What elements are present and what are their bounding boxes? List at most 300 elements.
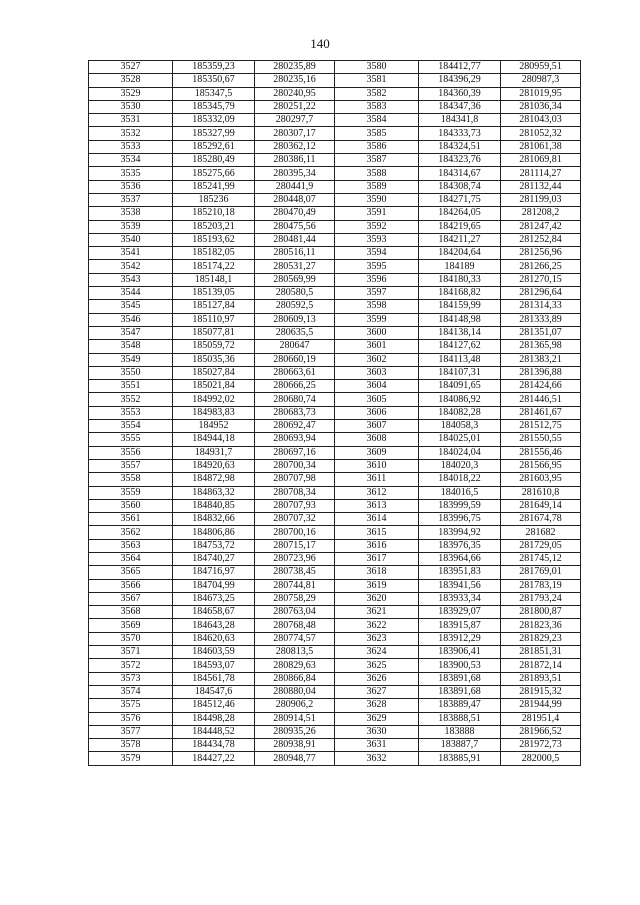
point-number-cell: 3547: [89, 326, 173, 339]
table-row: [89, 406, 581, 419]
y-coordinate-cell: 281270,15: [501, 273, 581, 286]
y-coordinate-cell: 281610,8: [501, 486, 581, 499]
x-coordinate-cell: 185241,99: [173, 180, 255, 193]
x-coordinate-cell: 185327,99: [173, 127, 255, 140]
table-row: [89, 606, 581, 619]
point-number-cell: 3604: [335, 380, 419, 393]
table-row: [89, 420, 581, 433]
table-row: [89, 380, 581, 393]
y-coordinate-cell: 280948,77: [255, 752, 335, 765]
x-coordinate-cell: 183964,66: [419, 552, 501, 565]
table-row: [89, 486, 581, 499]
y-coordinate-cell: 281566,95: [501, 459, 581, 472]
x-coordinate-cell: 184113,48: [419, 353, 501, 366]
y-coordinate-cell: 281396,88: [501, 366, 581, 379]
y-coordinate-cell: 280592,5: [255, 300, 335, 313]
x-coordinate-cell: 184018,22: [419, 473, 501, 486]
x-coordinate-cell: 184180,33: [419, 273, 501, 286]
page-number: 140: [310, 36, 330, 51]
x-coordinate-cell: 184620,63: [173, 632, 255, 645]
point-number-cell: 3583: [335, 100, 419, 113]
table-row: [89, 632, 581, 645]
y-coordinate-cell: 280481,44: [255, 233, 335, 246]
table-row: [89, 366, 581, 379]
x-coordinate-cell: 185275,66: [173, 167, 255, 180]
point-number-cell: 3621: [335, 606, 419, 619]
point-number-cell: 3616: [335, 539, 419, 552]
table-row: [89, 140, 581, 153]
table-row: [89, 552, 581, 565]
y-coordinate-cell: 281069,81: [501, 154, 581, 167]
y-coordinate-cell: 281512,75: [501, 420, 581, 433]
y-coordinate-cell: 280395,34: [255, 167, 335, 180]
x-coordinate-cell: 184219,65: [419, 220, 501, 233]
point-number-cell: 3528: [89, 74, 173, 87]
y-coordinate-cell: 281556,46: [501, 446, 581, 459]
point-number-cell: 3615: [335, 526, 419, 539]
table-row: [89, 220, 581, 233]
x-coordinate-cell: 185236: [173, 193, 255, 206]
x-coordinate-cell: 183900,53: [419, 659, 501, 672]
x-coordinate-cell: 184159,99: [419, 300, 501, 313]
point-number-cell: 3546: [89, 313, 173, 326]
x-coordinate-cell: 184323,76: [419, 154, 501, 167]
point-number-cell: 3592: [335, 220, 419, 233]
table-row: [89, 193, 581, 206]
point-number-cell: 3556: [89, 446, 173, 459]
table-row: [89, 233, 581, 246]
y-coordinate-cell: 281132,44: [501, 180, 581, 193]
y-coordinate-cell: 281351,07: [501, 326, 581, 339]
table-row: [89, 100, 581, 113]
x-coordinate-cell: 184512,46: [173, 699, 255, 712]
y-coordinate-cell: 280692,47: [255, 420, 335, 433]
y-coordinate-cell: 280240,95: [255, 87, 335, 100]
y-coordinate-cell: 281550,55: [501, 433, 581, 446]
x-coordinate-cell: 184658,67: [173, 606, 255, 619]
y-coordinate-cell: 280744,81: [255, 579, 335, 592]
point-number-cell: 3623: [335, 632, 419, 645]
x-coordinate-cell: 184872,98: [173, 473, 255, 486]
y-coordinate-cell: 281793,24: [501, 592, 581, 605]
point-number-cell: 3585: [335, 127, 419, 140]
x-coordinate-cell: 185027,84: [173, 366, 255, 379]
point-number-cell: 3560: [89, 499, 173, 512]
point-number-cell: 3612: [335, 486, 419, 499]
x-coordinate-cell: 184148,98: [419, 313, 501, 326]
y-coordinate-cell: 280700,16: [255, 526, 335, 539]
x-coordinate-cell: 183912,29: [419, 632, 501, 645]
point-number-cell: 3603: [335, 366, 419, 379]
y-coordinate-cell: 280580,5: [255, 287, 335, 300]
x-coordinate-cell: 185350,67: [173, 74, 255, 87]
coordinates-table: [88, 60, 581, 766]
table-row: [89, 114, 581, 127]
y-coordinate-cell: 281944,99: [501, 699, 581, 712]
table-row: [89, 619, 581, 632]
y-coordinate-cell: 280813,5: [255, 646, 335, 659]
point-number-cell: 3565: [89, 566, 173, 579]
x-coordinate-cell: 184992,02: [173, 393, 255, 406]
y-coordinate-cell: 281296,64: [501, 287, 581, 300]
point-number-cell: 3596: [335, 273, 419, 286]
y-coordinate-cell: 281851,31: [501, 646, 581, 659]
point-number-cell: 3534: [89, 154, 173, 167]
point-number-cell: 3545: [89, 300, 173, 313]
point-number-cell: 3569: [89, 619, 173, 632]
table-row: [89, 685, 581, 698]
x-coordinate-cell: 185021,84: [173, 380, 255, 393]
y-coordinate-cell: 281208,2: [501, 207, 581, 220]
table-row: [89, 513, 581, 526]
y-coordinate-cell: 281199,03: [501, 193, 581, 206]
y-coordinate-cell: 280470,49: [255, 207, 335, 220]
table-row: [89, 353, 581, 366]
y-coordinate-cell: 281823,36: [501, 619, 581, 632]
y-coordinate-cell: 280307,17: [255, 127, 335, 140]
table-row: [89, 87, 581, 100]
x-coordinate-cell: 185193,62: [173, 233, 255, 246]
x-coordinate-cell: 184271,75: [419, 193, 501, 206]
point-number-cell: 3593: [335, 233, 419, 246]
y-coordinate-cell: 281052,32: [501, 127, 581, 140]
point-number-cell: 3559: [89, 486, 173, 499]
point-number-cell: 3558: [89, 473, 173, 486]
point-number-cell: 3611: [335, 473, 419, 486]
x-coordinate-cell: 184434,78: [173, 739, 255, 752]
point-number-cell: 3608: [335, 433, 419, 446]
point-number-cell: 3543: [89, 273, 173, 286]
point-number-cell: 3574: [89, 685, 173, 698]
y-coordinate-cell: 280531,27: [255, 260, 335, 273]
y-coordinate-cell: 280235,16: [255, 74, 335, 87]
table-row: [89, 459, 581, 472]
x-coordinate-cell: 184058,3: [419, 420, 501, 433]
table-row: [89, 579, 581, 592]
y-coordinate-cell: 280569,99: [255, 273, 335, 286]
y-coordinate-cell: 281649,14: [501, 499, 581, 512]
y-coordinate-cell: 281333,89: [501, 313, 581, 326]
point-number-cell: 3614: [335, 513, 419, 526]
point-number-cell: 3629: [335, 712, 419, 725]
y-coordinate-cell: 280935,26: [255, 725, 335, 738]
x-coordinate-cell: 185359,23: [173, 61, 255, 74]
x-coordinate-cell: 184593,07: [173, 659, 255, 672]
table-row: [89, 712, 581, 725]
table-row: [89, 539, 581, 552]
x-coordinate-cell: 184547,6: [173, 685, 255, 698]
y-coordinate-cell: 281061,38: [501, 140, 581, 153]
x-coordinate-cell: 184308,74: [419, 180, 501, 193]
point-number-cell: 3538: [89, 207, 173, 220]
x-coordinate-cell: 185210,18: [173, 207, 255, 220]
y-coordinate-cell: 280516,11: [255, 247, 335, 260]
point-number-cell: 3595: [335, 260, 419, 273]
x-coordinate-cell: 183999,59: [419, 499, 501, 512]
x-coordinate-cell: 185182,05: [173, 247, 255, 260]
point-number-cell: 3591: [335, 207, 419, 220]
x-coordinate-cell: 184806,86: [173, 526, 255, 539]
table-row: [89, 499, 581, 512]
x-coordinate-cell: 184211,27: [419, 233, 501, 246]
y-coordinate-cell: 281036,34: [501, 100, 581, 113]
y-coordinate-cell: 280441,9: [255, 180, 335, 193]
x-coordinate-cell: 183888,51: [419, 712, 501, 725]
y-coordinate-cell: 280715,17: [255, 539, 335, 552]
x-coordinate-cell: 184920,63: [173, 459, 255, 472]
table-row: [89, 646, 581, 659]
x-coordinate-cell: 183915,87: [419, 619, 501, 632]
x-coordinate-cell: 185332,09: [173, 114, 255, 127]
x-coordinate-cell: 184643,28: [173, 619, 255, 632]
y-coordinate-cell: 282000,5: [501, 752, 581, 765]
table-row: [89, 672, 581, 685]
y-coordinate-cell: 281966,52: [501, 725, 581, 738]
point-number-cell: 3539: [89, 220, 173, 233]
y-coordinate-cell: 281266,25: [501, 260, 581, 273]
table-row: [89, 180, 581, 193]
point-number-cell: 3577: [89, 725, 173, 738]
x-coordinate-cell: 184412,77: [419, 61, 501, 74]
y-coordinate-cell: 280660,19: [255, 353, 335, 366]
point-number-cell: 3557: [89, 459, 173, 472]
x-coordinate-cell: 184314,67: [419, 167, 501, 180]
x-coordinate-cell: 184082,28: [419, 406, 501, 419]
y-coordinate-cell: 281019,95: [501, 87, 581, 100]
x-coordinate-cell: 183885,91: [419, 752, 501, 765]
x-coordinate-cell: 183906,41: [419, 646, 501, 659]
point-number-cell: 3548: [89, 340, 173, 353]
y-coordinate-cell: 280738,45: [255, 566, 335, 579]
point-number-cell: 3619: [335, 579, 419, 592]
point-number-cell: 3582: [335, 87, 419, 100]
point-number-cell: 3572: [89, 659, 173, 672]
point-number-cell: 3607: [335, 420, 419, 433]
x-coordinate-cell: 185035,36: [173, 353, 255, 366]
point-number-cell: 3580: [335, 61, 419, 74]
point-number-cell: 3630: [335, 725, 419, 738]
y-coordinate-cell: 281256,96: [501, 247, 581, 260]
point-number-cell: 3601: [335, 340, 419, 353]
x-coordinate-cell: 183891,68: [419, 672, 501, 685]
x-coordinate-cell: 184716,97: [173, 566, 255, 579]
table-row: [89, 433, 581, 446]
y-coordinate-cell: 281729,05: [501, 539, 581, 552]
point-number-cell: 3555: [89, 433, 173, 446]
table-row: [89, 340, 581, 353]
point-number-cell: 3624: [335, 646, 419, 659]
x-coordinate-cell: 183941,56: [419, 579, 501, 592]
x-coordinate-cell: 184952: [173, 420, 255, 433]
y-coordinate-cell: 280880,04: [255, 685, 335, 698]
point-number-cell: 3606: [335, 406, 419, 419]
y-coordinate-cell: 280693,94: [255, 433, 335, 446]
table-row: [89, 260, 581, 273]
point-number-cell: 3573: [89, 672, 173, 685]
x-coordinate-cell: 184138,14: [419, 326, 501, 339]
point-number-cell: 3588: [335, 167, 419, 180]
y-coordinate-cell: 280707,32: [255, 513, 335, 526]
point-number-cell: 3537: [89, 193, 173, 206]
y-coordinate-cell: 280475,56: [255, 220, 335, 233]
point-number-cell: 3564: [89, 552, 173, 565]
x-coordinate-cell: 184168,82: [419, 287, 501, 300]
table-row: [89, 659, 581, 672]
x-coordinate-cell: 184024,04: [419, 446, 501, 459]
point-number-cell: 3602: [335, 353, 419, 366]
y-coordinate-cell: 280448,07: [255, 193, 335, 206]
y-coordinate-cell: 280707,98: [255, 473, 335, 486]
point-number-cell: 3561: [89, 513, 173, 526]
y-coordinate-cell: 280683,73: [255, 406, 335, 419]
y-coordinate-cell: 280647: [255, 340, 335, 353]
point-number-cell: 3626: [335, 672, 419, 685]
x-coordinate-cell: 183951,83: [419, 566, 501, 579]
table-row: [89, 326, 581, 339]
y-coordinate-cell: 280251,22: [255, 100, 335, 113]
x-coordinate-cell: 184673,25: [173, 592, 255, 605]
y-coordinate-cell: 281893,51: [501, 672, 581, 685]
x-coordinate-cell: 184863,32: [173, 486, 255, 499]
y-coordinate-cell: 280635,5: [255, 326, 335, 339]
x-coordinate-cell: 184753,72: [173, 539, 255, 552]
x-coordinate-cell: 185174,22: [173, 260, 255, 273]
table-row: [89, 61, 581, 74]
y-coordinate-cell: 281829,23: [501, 632, 581, 645]
point-number-cell: 3631: [335, 739, 419, 752]
table-row: [89, 300, 581, 313]
point-number-cell: 3566: [89, 579, 173, 592]
y-coordinate-cell: 280906,2: [255, 699, 335, 712]
x-coordinate-cell: 183889,47: [419, 699, 501, 712]
y-coordinate-cell: 280914,51: [255, 712, 335, 725]
point-number-cell: 3613: [335, 499, 419, 512]
x-coordinate-cell: 184020,3: [419, 459, 501, 472]
point-number-cell: 3550: [89, 366, 173, 379]
point-number-cell: 3605: [335, 393, 419, 406]
y-coordinate-cell: 281043,03: [501, 114, 581, 127]
table-row: [89, 207, 581, 220]
y-coordinate-cell: 281951,4: [501, 712, 581, 725]
x-coordinate-cell: 184107,31: [419, 366, 501, 379]
point-number-cell: 3581: [335, 74, 419, 87]
point-number-cell: 3549: [89, 353, 173, 366]
point-number-cell: 3597: [335, 287, 419, 300]
point-number-cell: 3530: [89, 100, 173, 113]
y-coordinate-cell: 280700,34: [255, 459, 335, 472]
point-number-cell: 3618: [335, 566, 419, 579]
x-coordinate-cell: 185292,61: [173, 140, 255, 153]
point-number-cell: 3620: [335, 592, 419, 605]
y-coordinate-cell: 281365,98: [501, 340, 581, 353]
x-coordinate-cell: 183933,34: [419, 592, 501, 605]
x-coordinate-cell: 184427,22: [173, 752, 255, 765]
point-number-cell: 3599: [335, 313, 419, 326]
x-coordinate-cell: 183891,68: [419, 685, 501, 698]
y-coordinate-cell: 280763,04: [255, 606, 335, 619]
point-number-cell: 3589: [335, 180, 419, 193]
y-coordinate-cell: 280697,16: [255, 446, 335, 459]
x-coordinate-cell: 184204,64: [419, 247, 501, 260]
point-number-cell: 3529: [89, 87, 173, 100]
x-coordinate-cell: 184025,01: [419, 433, 501, 446]
point-number-cell: 3568: [89, 606, 173, 619]
x-coordinate-cell: 183887,7: [419, 739, 501, 752]
x-coordinate-cell: 184333,73: [419, 127, 501, 140]
y-coordinate-cell: 281972,73: [501, 739, 581, 752]
x-coordinate-cell: 183994,92: [419, 526, 501, 539]
point-number-cell: 3610: [335, 459, 419, 472]
table-row: [89, 287, 581, 300]
y-coordinate-cell: 280866,84: [255, 672, 335, 685]
point-number-cell: 3586: [335, 140, 419, 153]
x-coordinate-cell: 184603,59: [173, 646, 255, 659]
y-coordinate-cell: 280609,13: [255, 313, 335, 326]
x-coordinate-cell: 184944,18: [173, 433, 255, 446]
x-coordinate-cell: 185077,81: [173, 326, 255, 339]
x-coordinate-cell: 185139,05: [173, 287, 255, 300]
y-coordinate-cell: 281915,32: [501, 685, 581, 698]
coordinates-table-body: [89, 61, 581, 766]
x-coordinate-cell: 184983,83: [173, 406, 255, 419]
x-coordinate-cell: 185148,1: [173, 273, 255, 286]
point-number-cell: 3594: [335, 247, 419, 260]
y-coordinate-cell: 281872,14: [501, 659, 581, 672]
y-coordinate-cell: 281461,67: [501, 406, 581, 419]
point-number-cell: 3544: [89, 287, 173, 300]
y-coordinate-cell: 280774,57: [255, 632, 335, 645]
table-row: [89, 167, 581, 180]
y-coordinate-cell: 280938,91: [255, 739, 335, 752]
y-coordinate-cell: 281247,42: [501, 220, 581, 233]
point-number-cell: 3598: [335, 300, 419, 313]
x-coordinate-cell: 184448,52: [173, 725, 255, 738]
x-coordinate-cell: 184360,39: [419, 87, 501, 100]
table-row: [89, 699, 581, 712]
x-coordinate-cell: 183929,07: [419, 606, 501, 619]
point-number-cell: 3628: [335, 699, 419, 712]
y-coordinate-cell: 281783,19: [501, 579, 581, 592]
x-coordinate-cell: 184347,36: [419, 100, 501, 113]
table-row: [89, 393, 581, 406]
y-coordinate-cell: 280386,11: [255, 154, 335, 167]
point-number-cell: 3551: [89, 380, 173, 393]
point-number-cell: 3533: [89, 140, 173, 153]
x-coordinate-cell: 183888: [419, 725, 501, 738]
table-row: [89, 725, 581, 738]
x-coordinate-cell: 185347,5: [173, 87, 255, 100]
table-row: [89, 526, 581, 539]
x-coordinate-cell: 185203,21: [173, 220, 255, 233]
point-number-cell: 3531: [89, 114, 173, 127]
point-number-cell: 3576: [89, 712, 173, 725]
point-number-cell: 3536: [89, 180, 173, 193]
y-coordinate-cell: 280297,7: [255, 114, 335, 127]
x-coordinate-cell: 185110,97: [173, 313, 255, 326]
y-coordinate-cell: 281603,95: [501, 473, 581, 486]
point-number-cell: 3567: [89, 592, 173, 605]
y-coordinate-cell: 281114,27: [501, 167, 581, 180]
x-coordinate-cell: 185280,49: [173, 154, 255, 167]
y-coordinate-cell: 280758,29: [255, 592, 335, 605]
point-number-cell: 3584: [335, 114, 419, 127]
y-coordinate-cell: 281682: [501, 526, 581, 539]
point-number-cell: 3542: [89, 260, 173, 273]
point-number-cell: 3632: [335, 752, 419, 765]
y-coordinate-cell: 281800,87: [501, 606, 581, 619]
y-coordinate-cell: 280768,48: [255, 619, 335, 632]
point-number-cell: 3625: [335, 659, 419, 672]
